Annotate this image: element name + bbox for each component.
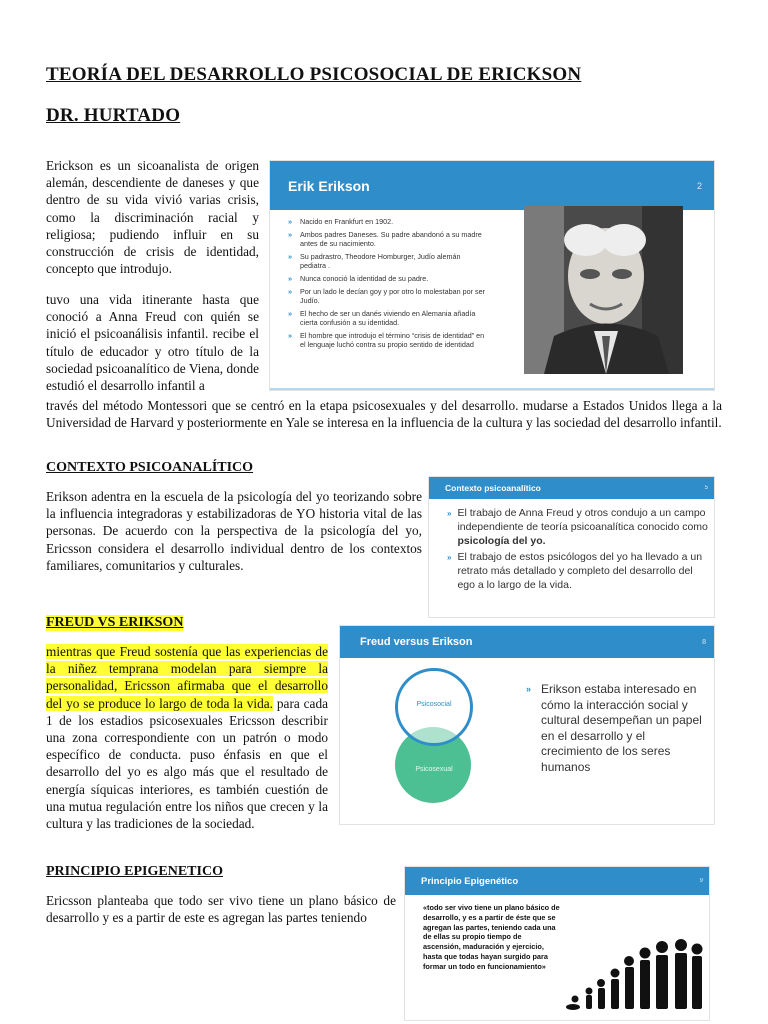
chevron-icon: » [288,274,292,283]
list-item: » Su padrastro, Theodore Homburger, Judío alemán pediatra . [288,252,461,270]
section-heading-freud-vs-erikson: FREUD VS ERIKSON [46,615,184,630]
intro-paragraph-2: tuvo una vida itinerante hasta que conoció a Anna Freud con quién se inició el psicoanálisis infantil. recibe el título de educador y otro título de la sociedad psicoanalítico de Viena, donde estudió el desarrollo infantil a [46,292,259,394]
slide-title: Principio Epigenético [421,875,519,887]
slide-title: Erik Erikson [288,177,370,194]
page-title: TEORÍA DEL DESARROLLO PSICOSOCIAL DE ERICKSON [46,64,582,85]
slide-title: Freud versus Erikson [360,636,473,648]
slide-bullet-list [447,507,709,593]
slide-contexto-psicoanalitico [429,477,714,617]
epigenetico-paragraph: Ericsson planteaba que todo ser vivo tiene un plano básico de desarrollo y es a partir de este es agregan las partes teniendo [46,893,396,926]
list-item: » El hombre que introdujo el término “crisis de identidad” en el lenguaje luchó contra su propio sentido de identidad [288,331,485,349]
list-item: » Ambos padres Daneses. Su padre abandonó a su madre antes de su nacimiento. [288,230,482,248]
contexto-paragraph: Erikson adentra en la escuela de la psicología del yo teorizando sobre la influencia integradoras y estabilizadoras de YO historia vital de las personas. De acuerdo con la perspectiva de la psicología del yo, Ericsson considera el desarrollo individual dentro de los contextos familiares, comunitarios y culturales. [46,489,422,573]
chevron-icon: » [288,287,292,296]
intro-paragraph-2-continued: través del método Montessori que se centró en la etapa psicosexuales y del desarrollo. mudarse a Estados Unidos llega a la Universidad de Harvard y posteriormente en Yale se interesa en la influencia de la cultura y las sociedad del desarrollo infantil. [46,398,722,431]
section-heading-contexto: CONTEXTO PSICOANALÍTICO [46,460,254,475]
chevron-icon: » [526,684,532,694]
label-psicosocial: Psicosocial [416,701,452,708]
slide-principio-epigenetico [405,867,709,1020]
slide-number: 9 [699,878,703,884]
portrait-photo [524,206,683,374]
page-subtitle: DR. HURTADO [46,105,181,126]
slide-header [405,867,709,895]
chevron-icon: » [288,331,292,340]
intro-paragraph-1: Erickson es un sicoanalista de origen alemán, descendiente de daneses y que dentro de su vida vivió varias crisis, como la discriminación racial y religiosa; pudiendo influir en su construcción de crisis de identidad, concepto que introdujo. [46,158,259,277]
list-item: » Nunca conoció la identidad de su padre. [288,274,429,283]
slide-number: 5 [704,485,708,491]
list-item: » Por un lado le decían goy y por otro lo molestaban por ser Judío. [288,287,485,305]
chevron-icon: » [288,230,292,239]
slide-quote: «todo ser vivo tiene un plano básico de desarrollo, y es a partir de éste que se agregan las partes, teniendo cada una de ellas su propio tiempo de ascensión, maduración y ejercicio, hasta que todas hayan surgido para formar un todo en funcionamiento» [423,903,560,971]
human-development-silhouettes [565,903,705,1013]
list-item: » Erikson estaba interesado en cómo la interacción social y cultural desempeñan un papel en el desarrollo y el crecimiento de los seres humanos [526,682,702,774]
slide-title: Contexto psicoanalítico [445,483,541,493]
chevron-icon: » [288,252,292,261]
label-psicosexual: Psicosexual [415,766,453,773]
list-item: » El trabajo de estos psicólogos del yo ha llevado a un retrato más detallado y completo del desarrollo del ego a lo largo de la vida. [447,551,703,591]
slide-number: 8 [702,638,706,646]
slide-freud-versus-erikson [340,626,714,824]
slide-number: 2 [696,180,702,191]
list-item: » Nacido en Frankfurt en 1902. [288,217,394,226]
list-item: » El trabajo de Anna Freud y otros condujo a un campo independiente de teoría psicoanalítica conocido como psicología del yo. [447,507,708,547]
freud-vs-erikson-paragraph: mientras que Freud sostenía que las experiencias de la niñez temprana modelan para siempre la personalidad, Ericsson afirmaba que el desarrollo del yo se produce lo largo de toda la vida. para cada 1 de los estadios psicosexuales Ericsson describir una zona correspondiente con un patrón o modo específico de conducta. puso énfasis en que el desarrollo del yo es algo más que el resultado de energía síquicas interiores, es también cuestión de una mutua regulación entre los niños que crecen y la cultura y las tradiciones de la sociedad. [46,644,329,832]
slide-header [429,477,714,499]
section-heading-principio-epigenetico: PRINCIPIO EPIGENETICO [46,864,223,879]
chevron-icon: » [447,509,452,518]
slide-header [270,161,714,210]
slide-bullet-list [288,217,488,349]
slide-header [340,626,714,658]
chevron-icon: » [288,309,292,318]
slide-erik-erikson [270,161,714,390]
chevron-icon: » [447,553,452,563]
highlighted-text: mientras que Freud sostenía que las experiencias de la niñez temprana modelan para siempre la personalidad, Ericsson afirmaba que el desarrollo del yo se produce lo largo de toda la vida. [46,644,328,711]
list-item: » El hecho de ser un danés viviendo en Alemania añadía cierta confusión a su identidad. [288,309,476,327]
chevron-icon: » [288,217,292,226]
